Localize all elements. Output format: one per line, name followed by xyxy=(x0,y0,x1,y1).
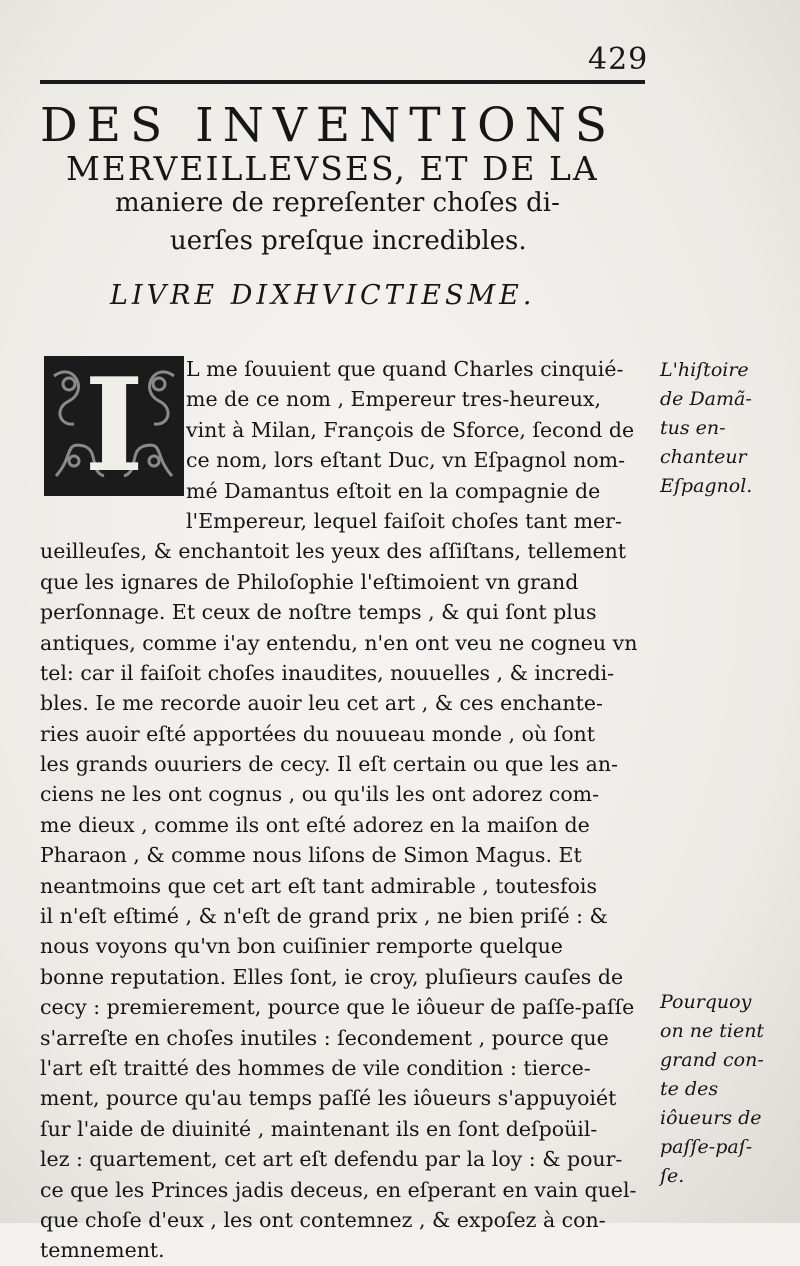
header-rule xyxy=(40,80,645,84)
body-line: que les ignares de Philoſophie l'eſtimoient vn grand xyxy=(40,569,579,594)
margin-note-line: paſſe-paſ- xyxy=(660,1136,753,1158)
margin-note-1 xyxy=(660,356,796,501)
body-line: ce nom, lors eſtant Duc, vn Eſpagnol nom- xyxy=(186,448,626,473)
drop-cap-letter: I xyxy=(84,356,144,496)
title-line-4: uerſes preſque incredibles. xyxy=(170,226,527,256)
body-line: Pharaon , & comme nous liſons de Simon Magus. Et xyxy=(40,843,582,868)
body-line: ce que les Princes jadis deceus, en eſperant en vain quel- xyxy=(40,1177,637,1202)
body-line: ries auoir eſté apportées du nouueau monde , où ſont xyxy=(40,721,596,746)
body-line: vint à Milan, François de Sforce, ſecond de xyxy=(186,417,635,442)
body-line: ſur l'aide de diuinité , maintenant ils en ſont deſpoüil- xyxy=(40,1116,598,1141)
body-line: perſonnage. Et ceux de noſtre temps , & qui ſont plus xyxy=(40,600,597,625)
page-number: 429 xyxy=(588,42,649,77)
body-line: ciens ne les ont cognus , ou qu'ils les ont adorez com- xyxy=(40,782,600,807)
margin-note-line: de Damã- xyxy=(660,388,752,410)
body-line: les grands ouuriers de cecy. Il eſt certain ou que les an- xyxy=(40,752,618,777)
body-line: antiques, comme i'ay entendu, n'en ont veu ne cogneu vn xyxy=(40,630,638,655)
body-line: l'Empereur, lequel faiſoit choſes tant mer- xyxy=(186,508,622,533)
body-line: mé Damantus eſtoit en la compagnie de xyxy=(186,478,601,503)
title-line-2: MERVEILLEVSES, ET DE LA xyxy=(66,149,599,188)
body-line: me dieux , comme ils ont eſté adorez en la maiſon de xyxy=(40,812,590,837)
title-line-1: DES INVENTIONS xyxy=(40,98,616,153)
body-line: l'art eſt traitté des hommes de vile condition : tierce- xyxy=(40,1055,591,1080)
book-heading: LIVRE DIXHVICTIESME. xyxy=(110,280,536,311)
margin-note-line: iôueurs de xyxy=(660,1107,762,1129)
body-line: me de ce nom , Empereur tres-heureux, xyxy=(186,387,601,412)
body-line: bles. Ie me recorde auoir leu cet art , & ces enchante- xyxy=(40,691,603,716)
body-line: nous voyons qu'vn bon cuiſinier remporte quelque xyxy=(40,934,563,959)
margin-note-line: grand con- xyxy=(660,1049,764,1071)
margin-note-line: on ne tient xyxy=(660,1020,765,1042)
margin-note-line: chanteur xyxy=(660,446,747,468)
body-line: ueilleuſes, & enchantoit les yeux des aſſiſtans, tellement xyxy=(40,539,627,564)
body-line: s'arreſte en choſes inutiles : ſecondement , pource que xyxy=(40,1025,609,1050)
body-line: que choſe d'eux , les ont contemnez , & expoſez à con- xyxy=(40,1207,606,1232)
margin-note-line: Pourquoy xyxy=(660,991,752,1013)
body-line: tel: car il faiſoit choſes inaudites, nouuelles , & incredi- xyxy=(40,660,615,685)
body-line: temnement. xyxy=(40,1238,165,1263)
body-line: neantmoins que cet art eſt tant admirable , toutesfois xyxy=(40,873,597,898)
body-line: lez : quartement, cet art eſt defendu par la loy : & pour- xyxy=(40,1147,623,1172)
margin-note-line: te des xyxy=(660,1078,719,1100)
body-line: L me ſouuient que quand Charles cinquié- xyxy=(186,357,624,381)
margin-note-line: L'hiſtoire xyxy=(660,359,749,381)
body-line: ment, pource qu'au temps paſſé les iôueurs s'appuyoiét xyxy=(40,1086,617,1111)
margin-note-line: tus en- xyxy=(660,417,726,439)
margin-note-line: ſe. xyxy=(660,1165,685,1187)
body-line: il n'eſt eſtimé , & n'eſt de grand prix , ne bien priſé : & xyxy=(40,904,608,929)
body-text xyxy=(40,354,652,1266)
margin-note-line: Eſpagnol. xyxy=(660,475,753,497)
title-line-3: maniere de repreſenter choſes di- xyxy=(115,188,560,218)
margin-note-2 xyxy=(660,988,796,1191)
body-line: cecy : premierement, pource que le iôueur de paſſe-paſſe xyxy=(40,995,635,1020)
body-line: bonne reputation. Elles ſont, ie croy, pluſieurs cauſes de xyxy=(40,964,624,989)
